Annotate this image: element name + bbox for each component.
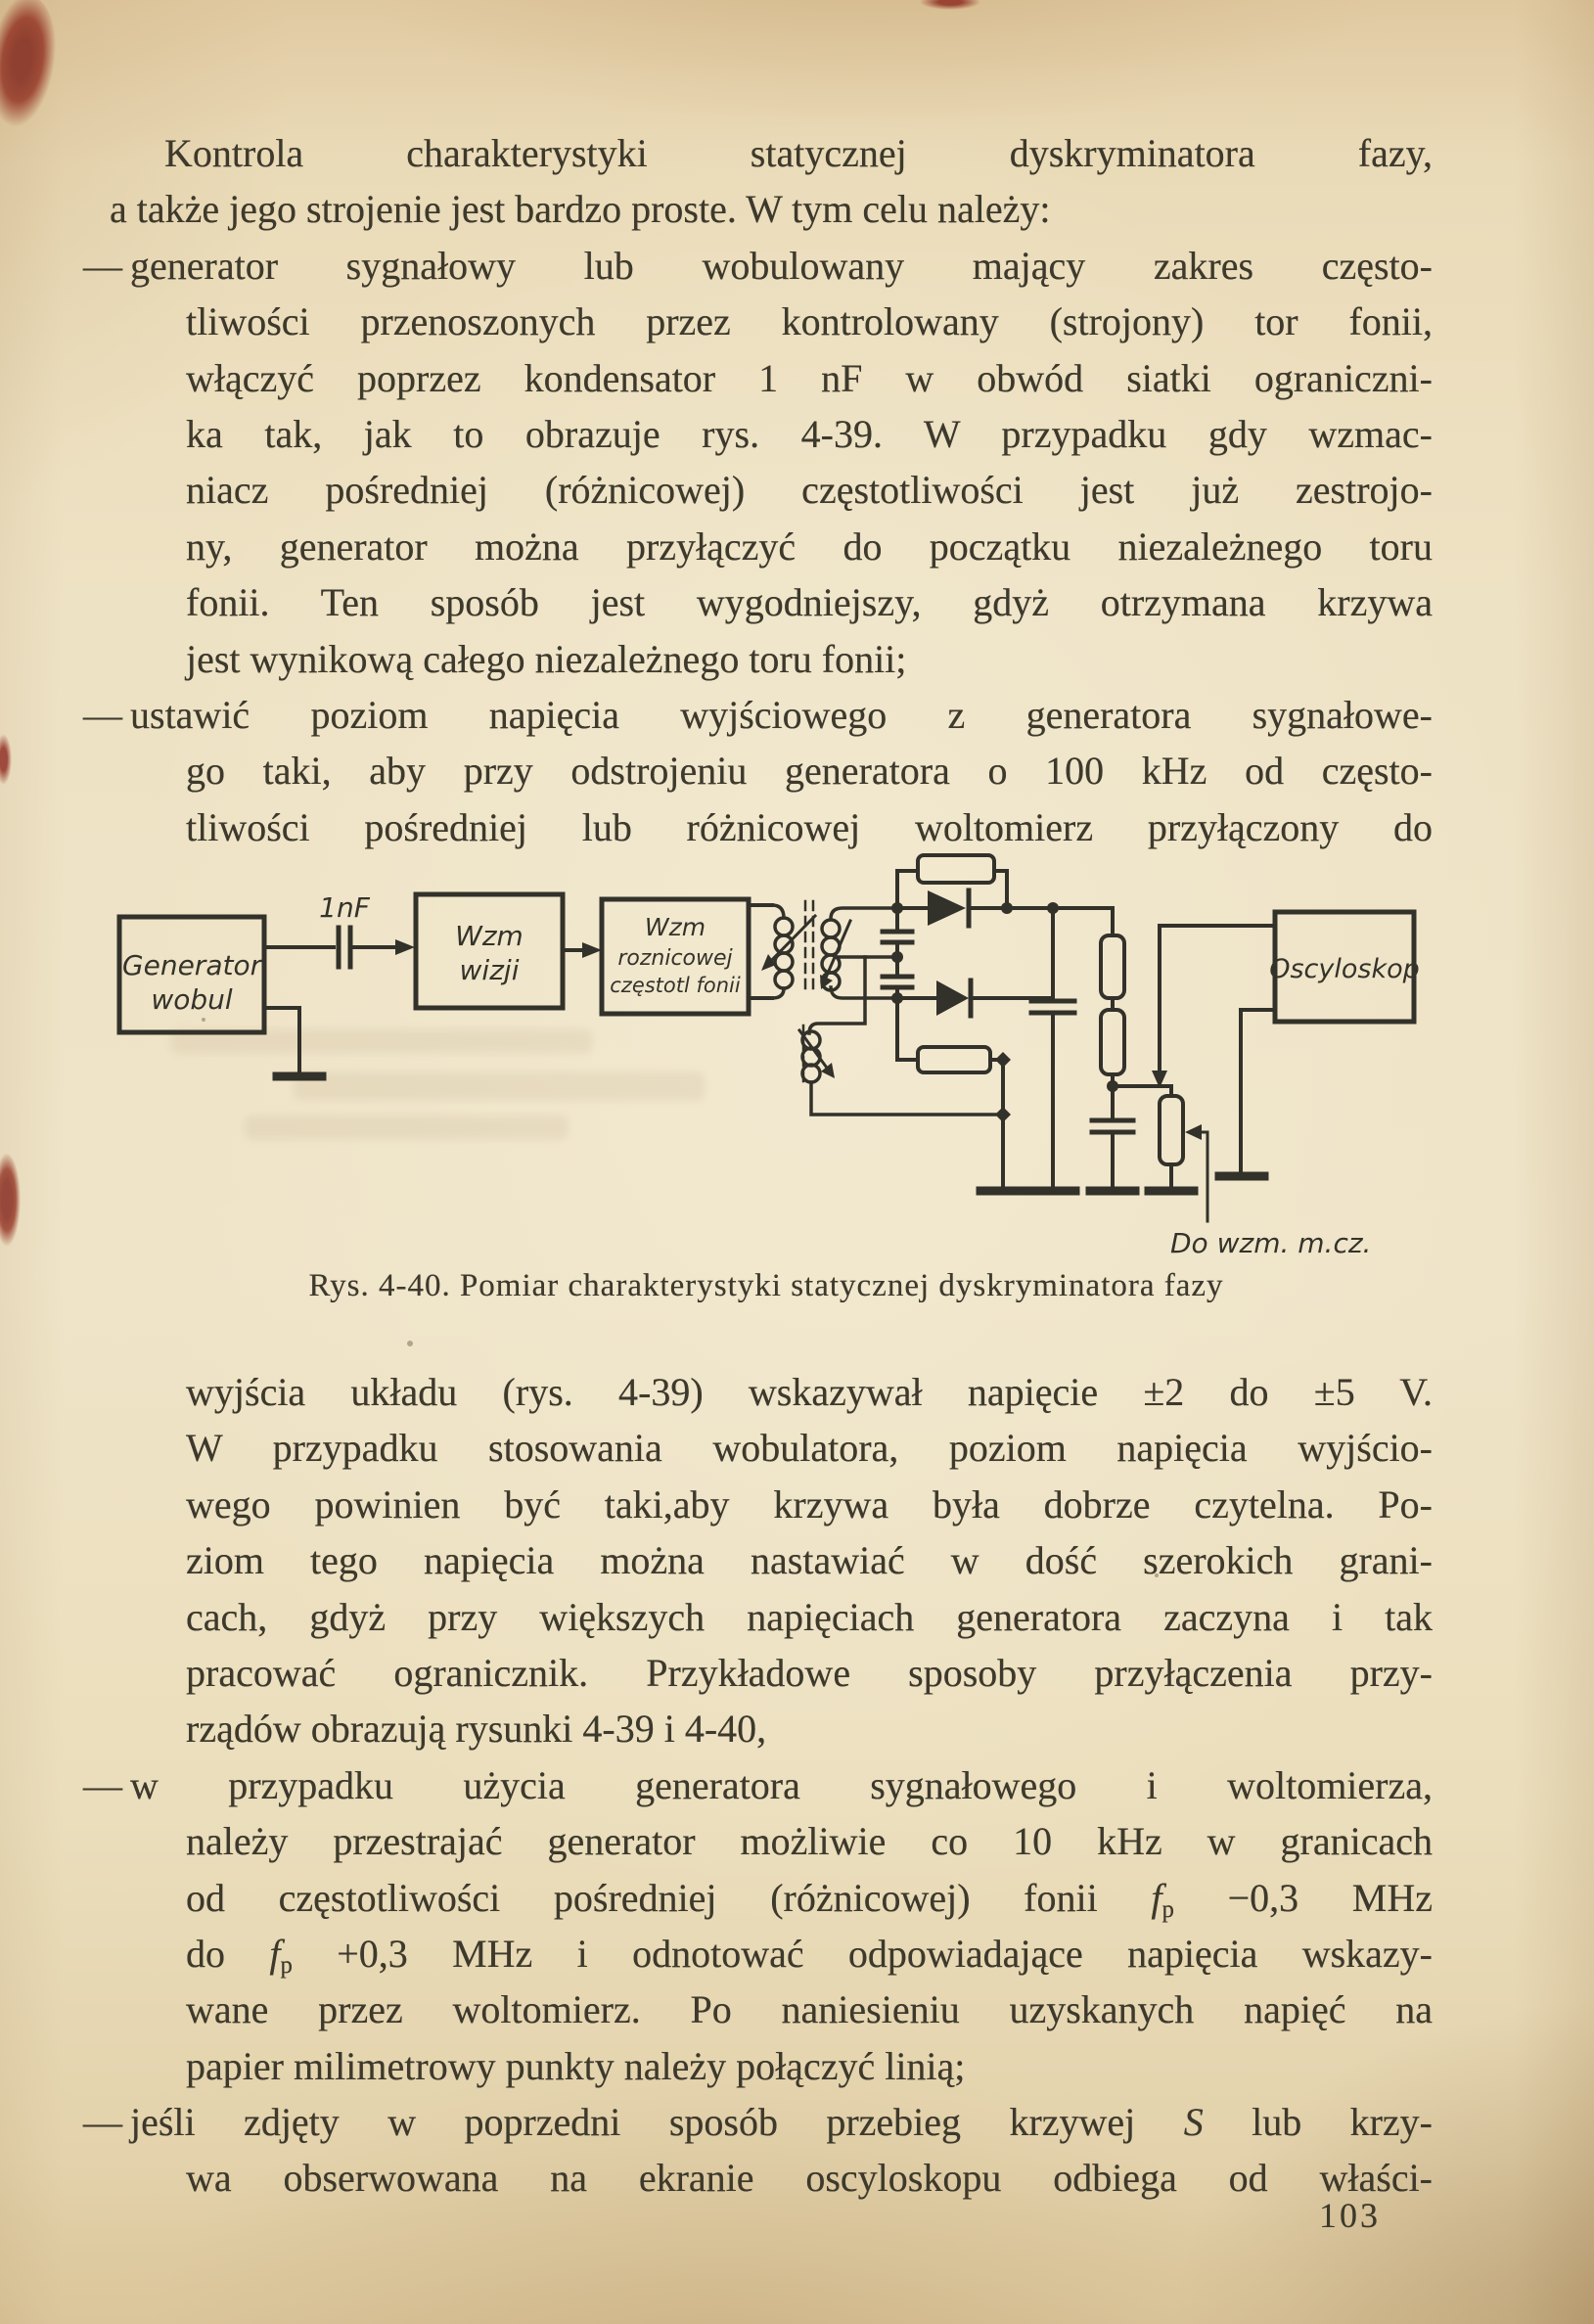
body-line-7-text: niacz pośredniej (różnicowej) częstotliwości jest już zestrojo- [186, 468, 1433, 513]
body-line-21 [83, 1757, 1433, 1813]
coupling-capacitor-1nf [339, 928, 415, 967]
wzm-rozn-label-line1: Wzm [644, 913, 706, 941]
bullet-dash: — [83, 1762, 122, 1807]
body-line-22 [110, 1813, 1433, 1869]
body-line-1-text: Kontrola charakterystyki statycznej dyskryminatora fazy, [164, 131, 1433, 175]
body-line-22-text: należy przestrajać generator możliwie co 10 kHz w granicach [186, 1819, 1433, 1864]
body-line-28-text: wa obserwowana na ekranie oscyloskopu odbiega od właści- [186, 2156, 1433, 2201]
body-line-4-text: tliwości przenoszonych przez kontrolowany (strojony) tor fonii, [186, 299, 1433, 344]
output-note-label: Do wzm. m.cz. [1170, 1227, 1372, 1259]
bullet-dash: — [83, 692, 122, 737]
figure-caption [135, 1264, 1397, 1307]
body-line-27-text-b: lub krzy- [1203, 2100, 1433, 2145]
body-line-24-text-b: +0,3 MHz i odnotować odpowiadające napięcia wskazy- [292, 1931, 1434, 1976]
body-line-3-text: generator sygnałowy lub wobulowany mający zakres często- [130, 243, 1433, 288]
discriminator-diodes [883, 855, 1113, 1191]
oscilloscope-label: Oscyloskop [1269, 954, 1420, 984]
wzm-wizji-label-line1: Wzm [455, 920, 524, 952]
wzm-rozn-label-line2: roznicowej [617, 946, 733, 971]
fp-symbol: f [1151, 1875, 1162, 1920]
body-line-25-text: wane przez woltomierz. Po naniesieniu uzyskanych napięć na [186, 1987, 1433, 2032]
fp-symbol: f [269, 1931, 281, 1976]
body-line-16-text: wego powinien być taki,aby krzywa była dobrze czytelna. Po- [186, 1481, 1433, 1527]
bullet-dash: — [83, 2100, 122, 2145]
s-curve-symbol: S [1183, 2100, 1204, 2145]
fp-subscript: p [1161, 1895, 1174, 1923]
fp-subscript: p [280, 1952, 293, 1980]
body-line-2-text: a także jego strojenie jest bardzo proste. W tym celu należy: [110, 187, 1051, 232]
body-line-15 [110, 1420, 1433, 1476]
body-line-8-text: ny, generator można przyłączyć do początku niezależnego toru [186, 524, 1433, 569]
body-line-16 [110, 1477, 1433, 1532]
page-number [1319, 2195, 1381, 2236]
body-line-9-text: fonii. Ten sposób jest wygodniejszy, gdyż otrzymana krzywa [186, 580, 1433, 625]
wzm-rozn-label-line3: częstotl fonii [610, 974, 741, 997]
potentiometer [1149, 1096, 1207, 1221]
body-line-20 [110, 1701, 1433, 1756]
body-line-19-text: pracować ogranicznik. Przykładowe sposoby przyłączenia przy- [186, 1650, 1433, 1695]
body-line-12-text: go taki, aby przy odstrojeniu generatora o 100 kHz od często- [186, 749, 1433, 794]
wzm-wizji-label-line2: wizji [459, 954, 520, 986]
body-line-14-text: wyjścia układu (rys. 4-39) wskazywał napięcie ±2 do ±5 V. [186, 1370, 1433, 1414]
oscilloscope-block [1152, 912, 1414, 1176]
body-line-26 [110, 2038, 1433, 2094]
body-line-17-text: ziom tego napięcia można nastawiać w dość szerokich grani- [186, 1538, 1433, 1583]
body-line-23-text-a: od częstotliwości pośredniej (różnicowej) fonii [186, 1875, 1152, 1920]
body-line-10-text: jest wynikową całego niezależnego toru fonii; [186, 636, 907, 681]
body-line-19 [110, 1645, 1433, 1701]
body-line-23 [110, 1870, 1433, 1926]
body-line-26-text: papier milimetrowy punkty należy połączyć linią; [186, 2043, 966, 2088]
body-line-20-text: rządów obrazują rysunki 4-39 i 4-40, [186, 1707, 767, 1752]
body-line-11-text: ustawić poziom napięcia wyjściowego z generatora sygnałowe- [130, 692, 1433, 737]
body-line-17 [110, 1532, 1433, 1588]
body-line-6-text: ka tak, jak to obrazuje rys. 4-39. W przypadku gdy wzmac- [186, 411, 1433, 456]
body-line-15-text: W przypadku stosowania wobulatora, poziom napięcia wyjścio- [186, 1426, 1433, 1471]
discriminator-transformer [761, 901, 995, 1115]
body-line-24 [110, 1926, 1433, 1982]
body-line-23-text-b: −0,3 MHz [1173, 1875, 1433, 1920]
body-line-5-text: włączyć poprzez kondensator 1 nF w obwód siatki ograniczni- [186, 355, 1433, 400]
body-line-18-text: cach, gdyż przy większych napięciach generatora zaczyna i tak [186, 1594, 1433, 1639]
page-number-text: 103 [1319, 2196, 1381, 2235]
body-line-27-text-a: jeśli zdjęty w poprzedni sposób przebieg krzywej [130, 2100, 1184, 2145]
body-line-14 [110, 1364, 1433, 1420]
capacitor-value-label: 1nF [319, 891, 370, 924]
generator-label-line2: wobul [151, 983, 233, 1016]
body-line-13-text: tliwości pośredniej lub różnicowej woltomierz przyłączony do [186, 804, 1433, 849]
generator-label-line1: Generator [121, 949, 262, 981]
bullet-dash: — [83, 243, 122, 288]
figure-caption-text: Rys. 4-40. Pomiar charakterystyki statycznej dyskryminatora fazy [308, 1268, 1224, 1303]
body-text-lower [83, 1364, 1434, 2207]
body-line-27 [83, 2094, 1433, 2150]
body-line-18 [110, 1589, 1433, 1645]
body-line-28 [110, 2150, 1433, 2206]
body-line-25 [110, 1982, 1433, 2037]
body-line-24-text-a: do [186, 1931, 270, 1976]
body-line-21-text: w przypadku użycia generatora sygnałowego i woltomierza, [130, 1762, 1433, 1807]
